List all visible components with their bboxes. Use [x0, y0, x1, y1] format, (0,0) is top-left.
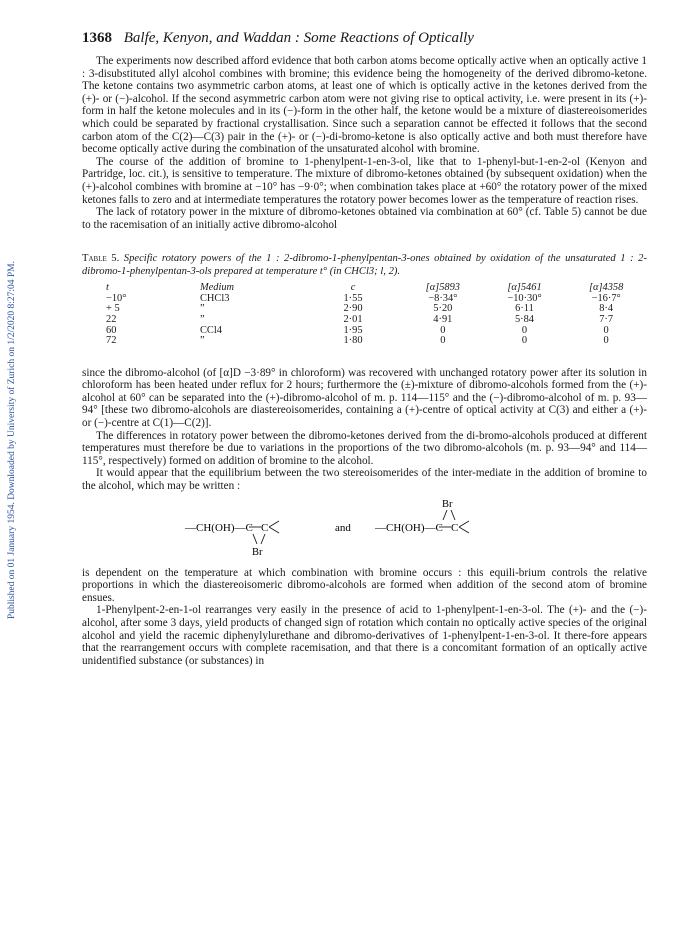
paragraph-rearrangement: 1-Phenylpent-2-en-1-ol rearranges very easily in the presence of acid to 1-phenylpent-1-en-3-ol. The (+)- and the (−)-alcohol, after some 3 days, yield products of changed sign of rotation which contain no optically active species of the original alcohol and yield the racemic diphenylylurethane and dibromo-derivatives of 1-phenylpent-1-en-3-ol. It there-fore appears that the rearrangement occurs with complete racemisation, and that there is a concomitant formation of an optically active unidentified substance (or substances) in — [82, 604, 647, 667]
table-cell: 72 — [106, 335, 117, 347]
paragraph-lack-of-rotation: The lack of rotatory power in the mixture of dibromo-ketones obtained via combination at 60° (cf. Table 5) cannot be due to the racemisation of an initially active dibromo-alcohol — [82, 206, 647, 231]
table-row — [82, 336, 647, 347]
table-cell: 0 — [521, 335, 528, 347]
table-cell: + 5 — [106, 303, 120, 315]
download-watermark — [4, 160, 20, 720]
rotatory-power-table — [82, 282, 647, 347]
table-cell: −10° — [106, 292, 127, 304]
table-cell: −10·30° — [507, 292, 542, 304]
paragraph-dependence: is dependent on the temperature at which combination with bromine occurs : this equili-brium controls the relative proportions in which the diastereoisomeric dibromo-alcohols are formed when addition of the second atom of bromine ensues. — [82, 566, 647, 604]
table-cell: ” — [200, 335, 205, 347]
column-header: [α]4358 — [588, 281, 624, 293]
paragraph-equilibrium: It would appear that the equilibrium between the two stereoisomerides of the inter-mediate in the addition of bromine to the alcohol, which may be written : — [82, 467, 647, 493]
column-header: Medium — [200, 281, 235, 293]
right-second-carbon: C — [450, 521, 458, 534]
paragraph-temperature: The course of the addition of bromine to 1-phenylpent-1-en-3-ol, like that to 1-phenyl-but-1-en-2-ol (Kenyon and Partridge, loc. cit.), is sensitive to temperature. The mixture of dibromo-ketones obtained (by subsequent oxidation) when the (+)-alcohol combines with bromine at −10° has −9·0°; when combination takes place at +60° the rotatory power of the mixed ketones falls to zero and at intermediate temperatures the rotatory power becomes lower as the temperature of reaction rises. — [82, 155, 647, 206]
column-header: c — [350, 281, 356, 293]
right-bromine: Br — [441, 498, 452, 510]
table-cell: ” — [200, 303, 205, 315]
formula-joiner: and — [334, 521, 351, 534]
paragraph-recovered-alcohol: since the dibromo-alcohol (of [α]D −3·89° in chloroform) was recovered with unchanged rotatory power after its solution in chloroform has been heated under reflux for 2 hours; furthermore the (±)-mixture of dibromo-alcohols formed from the (+)-alcohol at 60° can be separated into the (+)-dibromo-alcohol of m. p. 114—115° and the (−)-dibromo-alcohol of m. p. 93—94° [these two dibromo-alcohols are diastereoisomerides, containing a (+)-centre of optical activity at C(3) and either a (+)- or (−)-centre at C(1)—C(2)]. — [82, 366, 647, 430]
table-row — [82, 326, 647, 337]
table-cell: 1·55 — [343, 292, 363, 304]
left-bridge-a — [253, 534, 257, 544]
table-cell: 60 — [106, 324, 117, 336]
download-watermark-text: Published on 01 January 1954. Downloaded by University of Zurich on 1/2/2020 8:27:04 PM. — [7, 260, 17, 620]
left-branch-down — [269, 527, 279, 533]
running-title: Balfe, Kenyon, and Waddan : Some Reactions of Optically — [123, 30, 474, 46]
column-header: [α]5893 — [425, 281, 460, 293]
table-cell: CHCl3 — [200, 292, 230, 304]
right-branch-up — [459, 521, 469, 527]
table-row — [82, 304, 647, 315]
table-cell: 22 — [106, 313, 117, 325]
table-cell: 8·4 — [599, 303, 614, 315]
left-bridge-b — [261, 534, 265, 544]
bromonium-intermediate-formulae — [82, 499, 647, 561]
left-branch-up — [269, 521, 279, 527]
table-cell: 0 — [603, 335, 609, 347]
table-caption — [82, 253, 647, 277]
table-cell: CCl4 — [200, 324, 222, 336]
table-cell: 2·01 — [343, 313, 363, 325]
table-cell: 0 — [521, 324, 528, 336]
table-cell: 7·7 — [599, 313, 614, 325]
right-bridge-b — [451, 510, 455, 520]
table-header-row — [82, 282, 647, 294]
table-cell: 0 — [440, 324, 446, 336]
left-formula-text: —CH(OH)—C — [184, 521, 253, 534]
page-header — [82, 30, 647, 47]
table-cell: 5·20 — [433, 303, 453, 315]
right-bridge-a — [443, 510, 447, 520]
right-branch-down — [459, 527, 469, 533]
left-second-carbon: C — [260, 521, 268, 534]
table-cell: 2·90 — [343, 303, 363, 315]
table-cell: 6·11 — [515, 303, 534, 315]
table-cell: −16·7° — [591, 292, 621, 304]
table-row — [82, 294, 647, 305]
table-cell: 0 — [603, 324, 609, 336]
table-cell: 5·84 — [514, 313, 534, 325]
page-number: 1368 — [82, 30, 112, 46]
structural-formula-figure — [175, 499, 555, 561]
table-caption-text: Specific rotatory powers of the 1 : 2-dibromo-1-phenylpentan-3-ones obtained by oxidation of the unsaturated 1 : 2-dibromo-1-phenylpentan-3-ols prepared at temperature t° (in CHCl3; l, 2). — [82, 253, 647, 277]
table-cell: 4·91 — [433, 313, 453, 325]
right-formula-text: —CH(OH)—C — [374, 521, 443, 534]
table-row — [82, 315, 647, 326]
left-bromine: Br — [251, 546, 262, 558]
table-cell: −8·34° — [428, 292, 458, 304]
column-header: t — [106, 281, 109, 293]
table-cell: 1·80 — [343, 335, 363, 347]
table-cell: ” — [200, 313, 205, 325]
table-cell: 0 — [440, 335, 446, 347]
journal-page — [82, 30, 647, 667]
paragraph-differences: The differences in rotatory power between the dibromo-ketones derived from the di-bromo-alcohols produced at different temperatures must therefore be due to variations in the proportions of the two dibromo-alcohols (m. p. 93—94° and 114—115°, respectively) formed on addition of bromine to the alcohol. — [82, 429, 647, 467]
table-label: Table 5. — [82, 253, 120, 265]
column-header: [α]5461 — [507, 281, 542, 293]
paragraph-homogeneity: The experiments now described afford evidence that both carbon atoms become optically active when an optically active 1 : 3-disubstituted allyl alcohol combines with bromine; this evidence being the homogeneity of the derived dibromo-ketone. The ketone contains two asymmetric carbon atoms, at least one of which is optically active in the ketones derived from the (+)- or (−)-alcohol. If the second asymmetric carbon atom were not giving rise to optical activity, i.e. were present in its (+)-form in half the ketone molecules and in its (−)-form in the other half, the ketone would be a mixture of diastereoisomerides which could be separated by fractional crystallisation. Since such a separation cannot be effected it follows that the second carbon atom of the C(2)—C(3) pair in the (+)- or (−)-di-bromo-ketone is also optically active and both must therefore have become optically active during the combination of the unsaturated alcohol with bromine. — [82, 55, 647, 156]
table-cell: 1·95 — [343, 324, 363, 336]
